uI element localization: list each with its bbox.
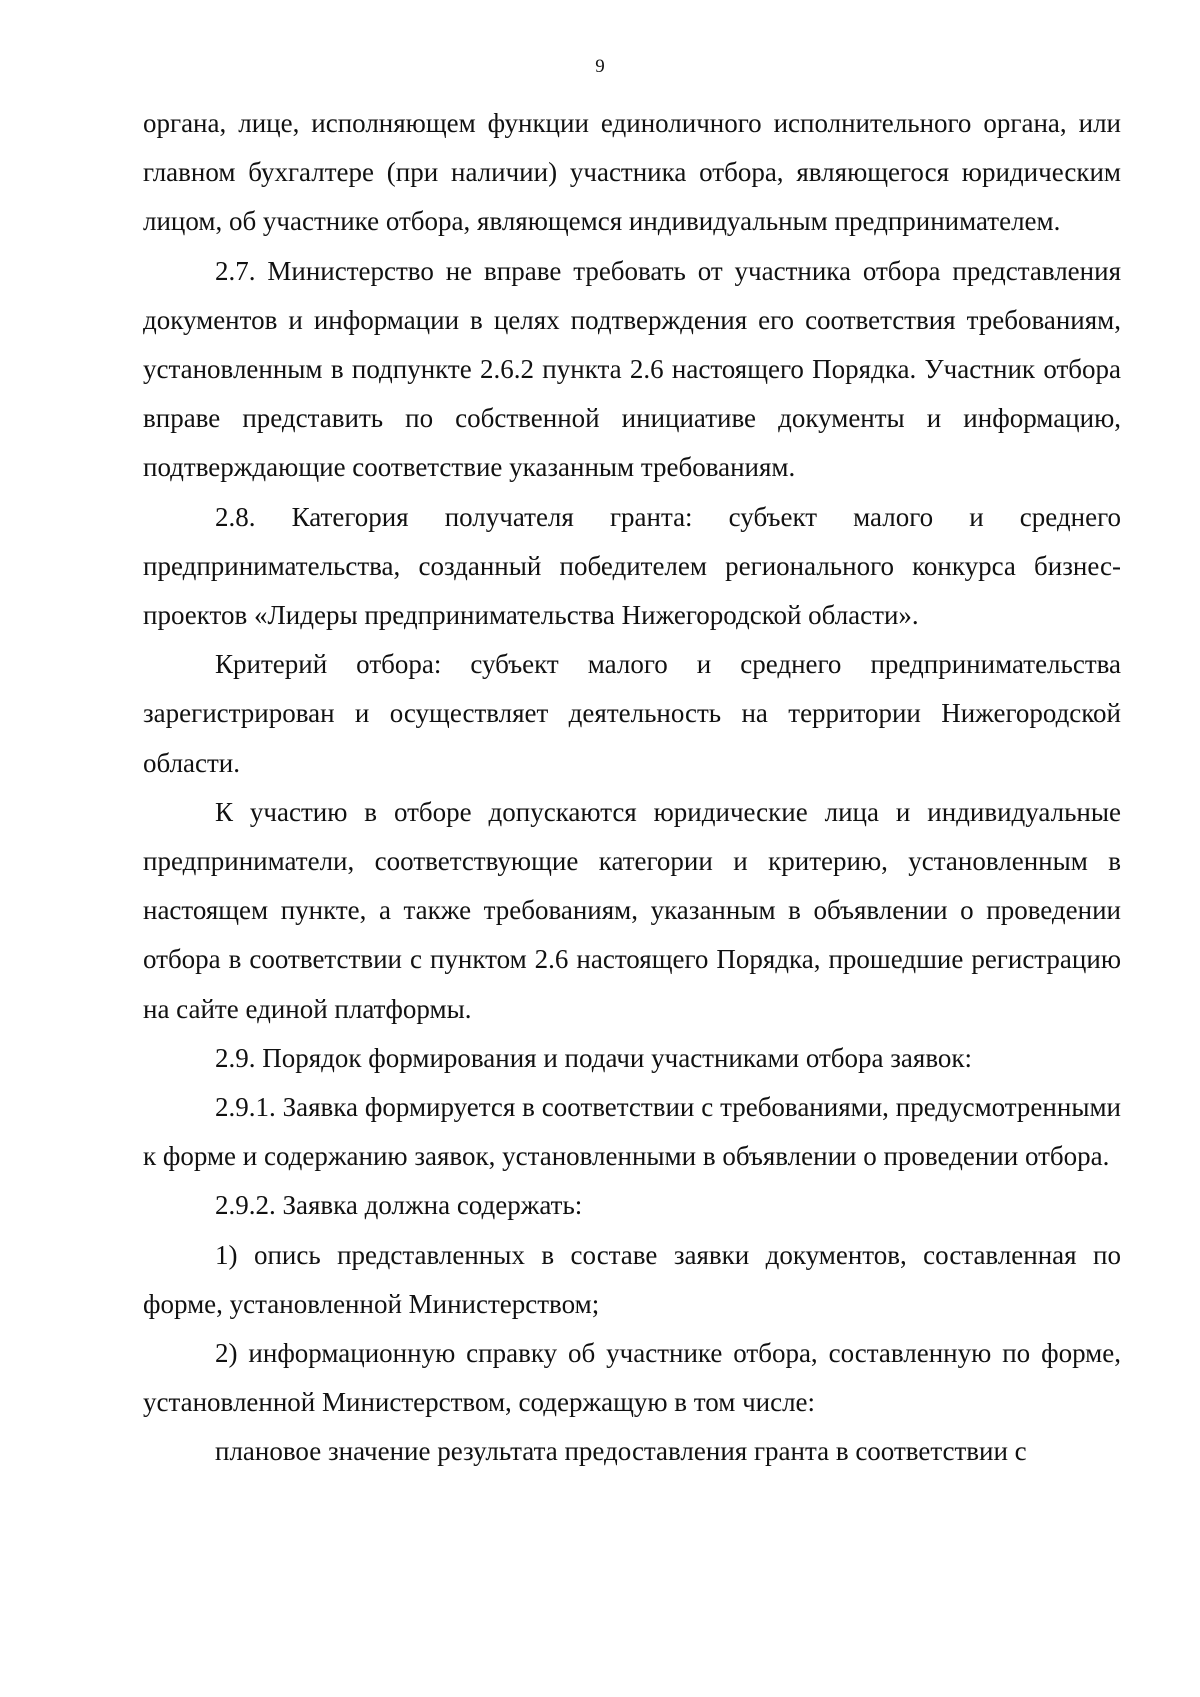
paragraph-2-9-2: 2.9.2. Заявка должна содержать: xyxy=(215,1190,583,1221)
list-item-2: 2) информационную справку об участнике отбора, составленную по форме, установленной Министерством, содержащую в том числе: xyxy=(143,1338,1121,1418)
paragraph-2-7: 2.7. Министерство не вправе требовать от участника отбора представления документов и информации в целях подтверждения его соответствия требованиям, установленным в подпункте 2.6.2 пункта 2.6 настоящего Порядка. Участник отбора вправе представить по собственной инициативе документы и информацию, подтверждающие соответствие указанным требованиям. xyxy=(143,255,1121,483)
paragraph-selection-criterion: Критерий отбора: субъект малого и среднего предпринимательства зарегистрирован и осуществляет деятельность на территории Нижегородской области. xyxy=(143,649,1121,778)
document-body xyxy=(143,99,1121,1477)
list-item-1: 1) опись представленных в составе заявки документов, составленная по форме, установленной Министерством; xyxy=(143,1239,1121,1319)
paragraph-2-8: 2.8. Категория получателя гранта: субъект малого и среднего предпринимательства, созданный победителем регионального конкурса бизнес-проектов «Лидеры предпринимательства Нижегородской области». xyxy=(143,501,1121,631)
paragraph-2-9: 2.9. Порядок формирования и подачи участниками отбора заявок: xyxy=(215,1042,973,1073)
page-number: 9 xyxy=(595,56,605,77)
paragraph-admission: К участию в отборе допускаются юридические лица и индивидуальные предприниматели, соответствующие категории и критерию, установленным в настоящем пункте, а также требованиям, указанным в объявлении о проведении отбора в соответствии с пунктом 2.6 настоящего Порядка, прошедшие регистрацию на сайте единой платформы. xyxy=(143,796,1121,1024)
paragraph-planned-value: плановое значение результата предоставления гранта в соответствии с xyxy=(215,1436,1027,1467)
paragraph-2-9-1: 2.9.1. Заявка формируется в соответствии с требованиями, предусмотренными к форме и содержанию заявок, установленными в объявлении о проведении отбора. xyxy=(143,1092,1121,1172)
paragraph-1: органа, лице, исполняющем функции единоличного исполнительного органа, или главном бухгалтере (при наличии) участника отбора, являющегося юридическим лицом, об участнике отбора, являющемся индивидуальным предпринимателем. xyxy=(143,108,1121,237)
